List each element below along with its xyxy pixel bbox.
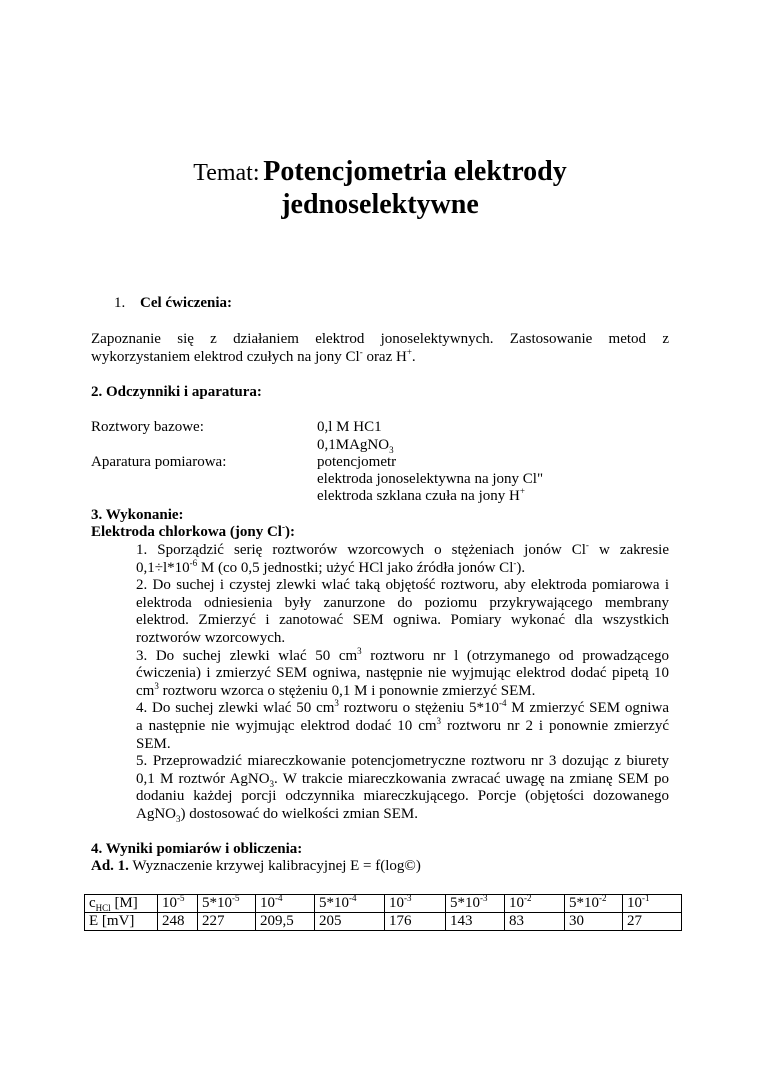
section1-number: 1. (114, 295, 126, 311)
step4-line3: SEM. (136, 736, 171, 752)
step3-line2: ćwiczenia) i zmierzyć SEM ogniwa, następnie nie wyjmując elektrod dodać pipetą 10 (136, 665, 669, 681)
section1-heading: Cel ćwiczenia: (140, 295, 233, 311)
section4-heading: 4. Wyniki pomiarów i obliczenia: (91, 841, 303, 857)
section1-paragraph-line1: Zapoznanie się z działaniem elektrod jonoselektywnych. Zastosowanie metod z (91, 331, 669, 347)
page-title (0, 156, 760, 192)
step3-line3: $cm^3$ roztworu wzorca o stężeniu 0,1 M i ponownie zmierzyć SEM. (136, 681, 536, 699)
step5-line3: dodaniu każdej porcji odczynnika miareczkującego. Porcje (objętości dozowanego (136, 788, 669, 804)
value-elektroda-h: elektroda szklana czuła na jony H+ (317, 486, 525, 504)
value-hcl: 0,l M HC1 (317, 419, 382, 435)
step3-line1: 3. Do suchej zlewki wlać 50 $cm^3$ roztworu nr l (otrzymanego od prowadzącego (136, 646, 669, 664)
table-cell: $10^{-3}$ (385, 895, 446, 913)
step2-line2: elektroda odniesienia były zanurzone do poziomu przykrywającego membrany (136, 595, 669, 611)
step5-line1: 5. Przeprowadzić miareczkowanie potencjometryczne roztworu nr 3 dozując z biurety (136, 753, 669, 769)
table-cell: $5*10^{-4}$ (315, 895, 385, 913)
step5-line2: 0,1 M roztwór AgNO$_3$. W trakcie miareczkowania zwracać uwagę na zmianę SEM po (136, 771, 669, 789)
step5-line4: AgNO$_3$) dostosować do wielkości zmian SEM. (136, 806, 418, 824)
table-cell: 205 (315, 913, 385, 931)
table-cell: $10^{-1}$ (623, 895, 682, 913)
table-header-potential: E [mV] (85, 913, 158, 931)
results-table (84, 894, 682, 931)
section4-ad1: Ad. 1. Wyznaczenie krzywej kalibracyjnej E = f(log©) (91, 858, 421, 874)
step1-line2: $0,1\div l*10^{-6}$ M (co 0,5 jednostki; użyć HCl jako źródła jonów Cl-). (136, 558, 526, 576)
table-cell: 209,5 (256, 913, 315, 931)
page-title-line2: jednoselektywne (281, 189, 479, 220)
table-cell: $5*10^{-5}$ (198, 895, 256, 913)
table-cell: 248 (158, 913, 198, 931)
step2-line1: 2. Do suchej i czystej zlewki wlać taką objętość roztworu, aby elektroda pomiarowa i (136, 577, 669, 593)
label-roztwory: Roztwory bazowe: (91, 419, 204, 435)
section2-heading: 2. Odczynniki i aparatura: (91, 384, 262, 400)
step4-line2: a następnie nie wyjmując elektrod dodać 10 $cm^3$ roztworu nr 2 i ponownie zmierzyć (136, 716, 669, 734)
table-cell: $5*10^{-3}$ (446, 895, 505, 913)
section3-heading: 3. Wykonanie: (91, 507, 184, 523)
table-cell: 30 (565, 913, 623, 931)
table-cell: 83 (505, 913, 565, 931)
table-header-concentration: $c_{HCl}$ [M] (85, 895, 158, 913)
table-cell: $5*10^{-2}$ (565, 895, 623, 913)
step2-line3: elektrod. Zmierzyć i zanotować SEM ogniwa. Pomiary wykonać dla wszystkich (136, 612, 669, 628)
table-cell: $10^{-4}$ (256, 895, 315, 913)
value-elektroda-cl: elektroda jonoselektywna na jony Cl" (317, 471, 544, 487)
table-cell: 27 (623, 913, 682, 931)
table-cell: 176 (385, 913, 446, 931)
step4-line1: 4. Do suchej zlewki wlać 50 $cm^3$ roztworu o stężeniu $5*10^{-4}$ M zmierzyć SEM ogniwa (136, 698, 669, 716)
step2-line4: roztworów wzorcowych. (136, 630, 286, 646)
table-cell: 227 (198, 913, 256, 931)
title-line1: Potencjometria elektrody (263, 156, 567, 187)
label-aparatura: Aparatura pomiarowa: (91, 454, 227, 470)
value-agno3: 0,1MAgNO$_3$ (317, 437, 394, 455)
section3-subheading: Elektroda chlorkowa (jony Cl-): (91, 522, 295, 540)
title-prefix: Temat: (193, 160, 260, 186)
table-row (85, 913, 682, 931)
table-cell: 143 (446, 913, 505, 931)
step1-line1: 1. Sporządzić serię roztworów wzorcowych o stężeniach jonów Cl- w zakresie (136, 540, 670, 558)
table-row (85, 895, 682, 913)
value-potencjometr: potencjometr (317, 454, 397, 470)
table-cell: $10^{-5}$ (158, 895, 198, 913)
section1-paragraph-line2: wykorzystaniem elektrod czułych na jony Cl- oraz H+. (91, 347, 416, 365)
table-cell: $10^{-2}$ (505, 895, 565, 913)
